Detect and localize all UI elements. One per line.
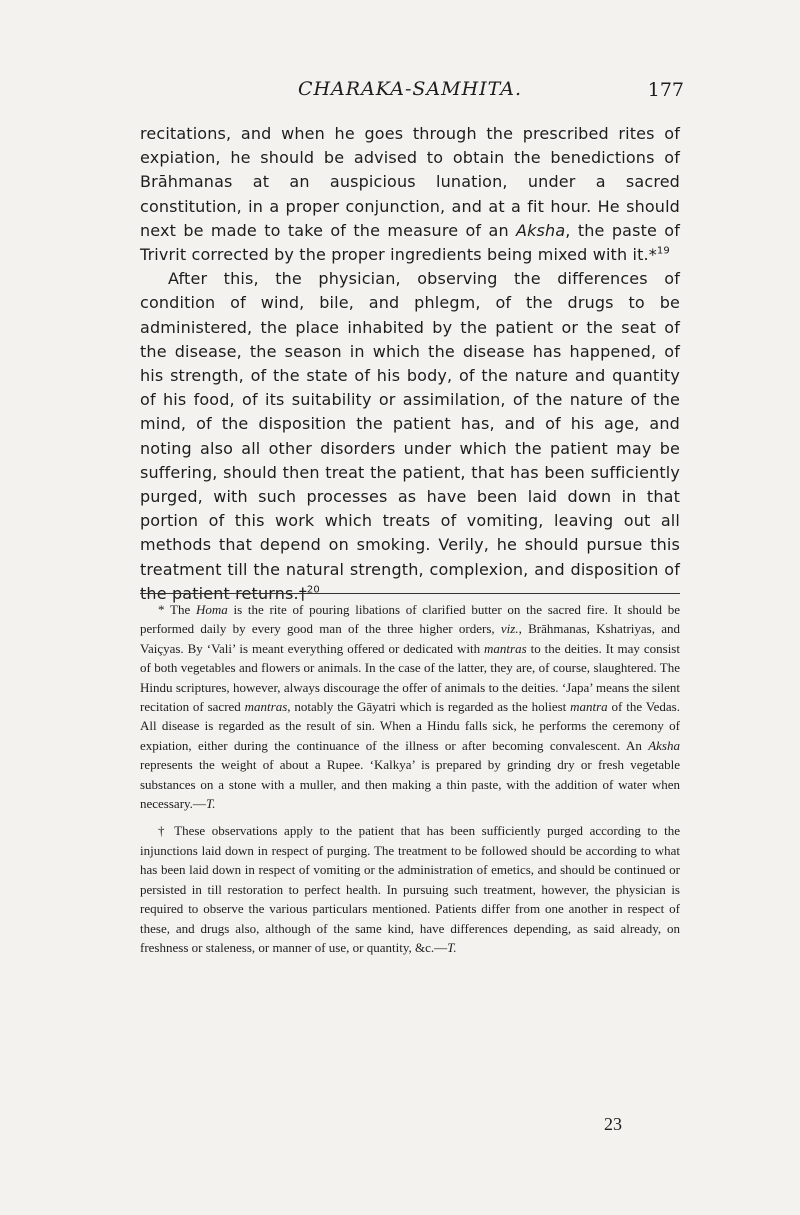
main-text (140, 122, 680, 606)
paragraph-text: recitations, and when he goes through the prescribed rites of expiation, he should be advised to obtain the benedictions of Brāhmanas at an auspicious lunation, under a sacred constitution, in a proper conjunction, and at a fit hour. He should next be made to take of the measure of an (140, 124, 680, 240)
paragraph (140, 267, 680, 606)
paragraph-text: , the paste of Trivrit corrected by the proper ingredients being mixed with it. (140, 220, 680, 265)
reference-number: 20 (306, 584, 320, 596)
italic-term: mantras (484, 640, 527, 656)
italic-term: mantras (244, 699, 288, 715)
italic-term: Homa (195, 602, 228, 617)
footnote-text: The (170, 602, 196, 617)
footnote-divider (140, 593, 680, 594)
running-head: CHARAKA-SAMHITA. (297, 78, 523, 100)
italic-term: Aksha (516, 220, 566, 240)
footnote-text: is the rite of pouring libations of clarified butter on the sacred fire. It should be performed daily by every good man of the three higher orders, (140, 602, 681, 637)
translator-initial: T. (205, 796, 216, 812)
footnote-text: These observations apply to the patient that has been sufficiently purged according to the injunctions laid down in respect of purging. The treatment to be followed should be according to what has been laid down in respect of vomiting or the administration of emetics, and should be continued or persisted in till restoration to perfect health. In pursuing such treatment, however, the physician is required to observe the various particulars mentioned. Patients differ from one another in respect of these, and drugs also, although of the same kind, have differences depending, as said already, on freshness or staleness, or manner of use, or quantity, &c.— (140, 823, 680, 955)
footnote-text: represents the weight of about a Rupee. ‘Kalkya’ is prepared by grinding dry or fresh vegetable substances on a stone with a muller, and then making a thin paste, with the addition of water when necessary.— (140, 757, 680, 812)
footnote (140, 600, 680, 813)
footnote-text: , notably the Gāyatri which is regarded as the holiest (287, 699, 571, 715)
footnote-marker: † (158, 823, 175, 839)
reference-number: 19 (656, 245, 670, 257)
footnote-text: , Brāhmanas, Kshatriyas, and Vaiçyas. By ‘Vali’ is meant everything offered or dedicated with (140, 621, 680, 656)
paragraph (140, 122, 680, 267)
footnote-text: to the deities. It may consist of both vegetables and flowers or animals. In the case of the latter, they are, of course, slaughtered. The Hindu scriptures, however, always discourage the offer of animals to the deities. ‘Japa’ means the silent recitation of sacred (140, 640, 680, 715)
page-header (140, 78, 684, 104)
page-number: 177 (647, 79, 684, 101)
signature-mark: 23 (604, 1114, 622, 1134)
translator-initial: T. (447, 939, 457, 955)
footnote-mark: † (298, 583, 307, 603)
footnote-text: of the Vedas. All disease is regarded as the result of sin. When a Hindu falls sick, he performs the ceremony of expiation, either during the continuance of the illness or after becoming convalescent. An (140, 699, 680, 753)
footnote (140, 821, 680, 957)
footnote-marker: * (158, 602, 170, 617)
italic-term: mantra (570, 699, 608, 715)
footnote-mark: * (648, 245, 657, 265)
italic-term: Aksha (648, 737, 680, 753)
italic-term: viz. (500, 621, 519, 637)
paragraph-text: After this, the physician, observing the differences of condition of wind, bile, and phlegm, of the drugs to be administered, the place inhabited by the patient or the seat of the disease, the season in which the disease has happened, of his strength, of the state of his body, of the nature and quantity of his food, of its suitability or assimilation, of the nature of the mind, of the disposition the patient has, and of his age, and noting also all other disorders under which the patient may be suffering, should then treat the patient, that has been sufficiently purged, with such processes as have been laid down in that portion of this work which treats of vomiting, leaving out all methods that depend on smoking. Verily, he should pursue this treatment till the natural strength, complexion, and disposition of the patient returns. (140, 269, 680, 603)
footnotes (140, 600, 680, 957)
